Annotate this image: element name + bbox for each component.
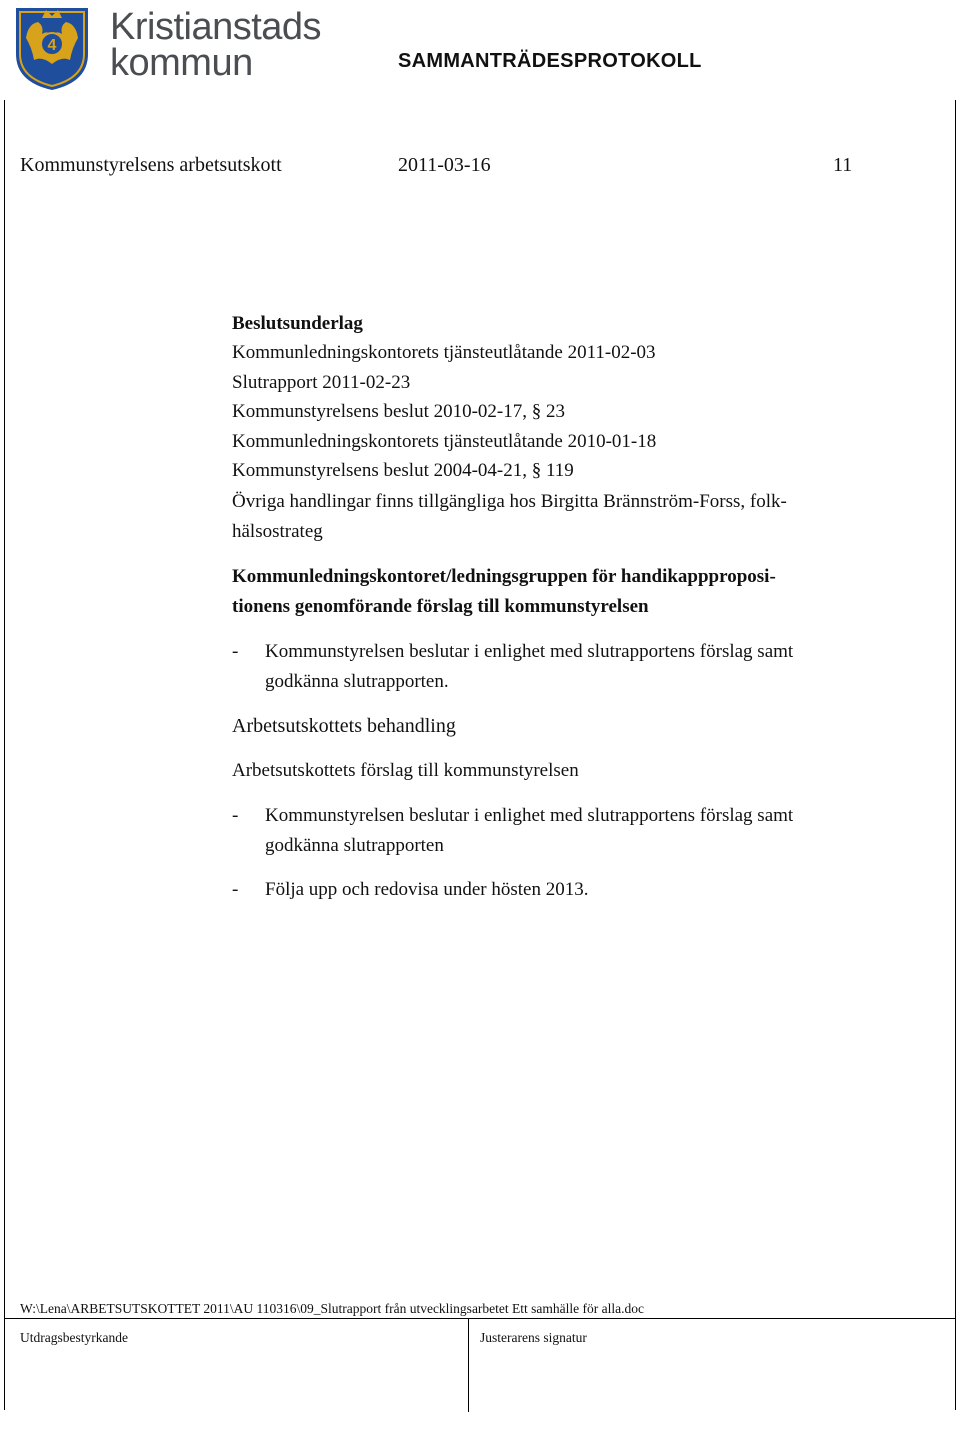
proposal-heading-line1: Kommunledningskontoret/ledningsgruppen för handikappproposi- <box>232 566 776 587</box>
coat-of-arms-icon <box>12 4 92 92</box>
bullet-text: Kommunstyrelsen beslutar i enlighet med slutrapportens förslag samt <box>265 805 794 826</box>
left-border <box>4 100 5 1410</box>
underlag-line: Kommunstyrelsens beslut 2004-04-21, § 119 <box>232 460 574 481</box>
org-name-line1: Kristianstads <box>110 6 322 48</box>
beslutsunderlag-heading: Beslutsunderlag <box>232 313 363 334</box>
bullet-text: Kommunstyrelsen beslutar i enlighet med slutrapportens förslag samt <box>265 641 794 662</box>
org-name-line2: kommun <box>110 42 253 84</box>
page-number: 11 <box>833 154 853 176</box>
utdragsbestyrkande-label: Utdragsbestyrkande <box>20 1330 128 1345</box>
committee-name: Kommunstyrelsens arbetsutskott <box>20 154 282 176</box>
handling-subheading: Arbetsutskottets förslag till kommunstyrelsen <box>232 760 579 781</box>
bullet-dash: - <box>232 879 239 900</box>
bullet-text: Följa upp och redovisa under hösten 2013. <box>265 879 589 900</box>
footer-divider <box>4 1318 956 1319</box>
proposal-bullet-continuation: godkänna slutrapporten. <box>265 671 449 692</box>
handling-heading: Arbetsutskottets behandling <box>232 715 456 737</box>
handling-bullet-continuation: godkänna slutrapporten <box>265 835 444 856</box>
underlag-line: Slutrapport 2011-02-23 <box>232 372 411 393</box>
handling-bullet <box>232 879 588 901</box>
svg-text:4: 4 <box>47 37 57 54</box>
handling-bullet <box>232 805 793 827</box>
underlag-line: hälsostrateg <box>232 521 323 542</box>
file-path: W:\Lena\ARBETSUTSKOTTET 2011\AU 110316\09_Slutrapport från utvecklingsarbetet Ett samhälle för alla.doc <box>20 1301 644 1316</box>
proposal-bullet <box>232 641 793 663</box>
justerare-signature-label: Justerarens signatur <box>480 1330 587 1345</box>
underlag-line: Kommunledningskontorets tjänsteutlåtande 2011-02-03 <box>232 342 656 363</box>
document-type: SAMMANTRÄDESPROTOKOLL <box>398 50 702 72</box>
underlag-line: Övriga handlingar finns tillgängliga hos Birgitta Brännström-Forss, folk- <box>232 491 787 512</box>
meeting-date: 2011-03-16 <box>398 154 491 176</box>
underlag-line: Kommunledningskontorets tjänsteutlåtande 2010-01-18 <box>232 431 657 452</box>
signature-divider <box>468 1318 469 1412</box>
underlag-line: Kommunstyrelsens beslut 2010-02-17, § 23 <box>232 401 566 422</box>
bullet-dash: - <box>232 805 239 826</box>
bullet-dash: - <box>232 641 239 662</box>
proposal-heading-line2: tionens genomförande förslag till kommunstyrelsen <box>232 596 649 617</box>
right-border <box>955 100 956 1410</box>
